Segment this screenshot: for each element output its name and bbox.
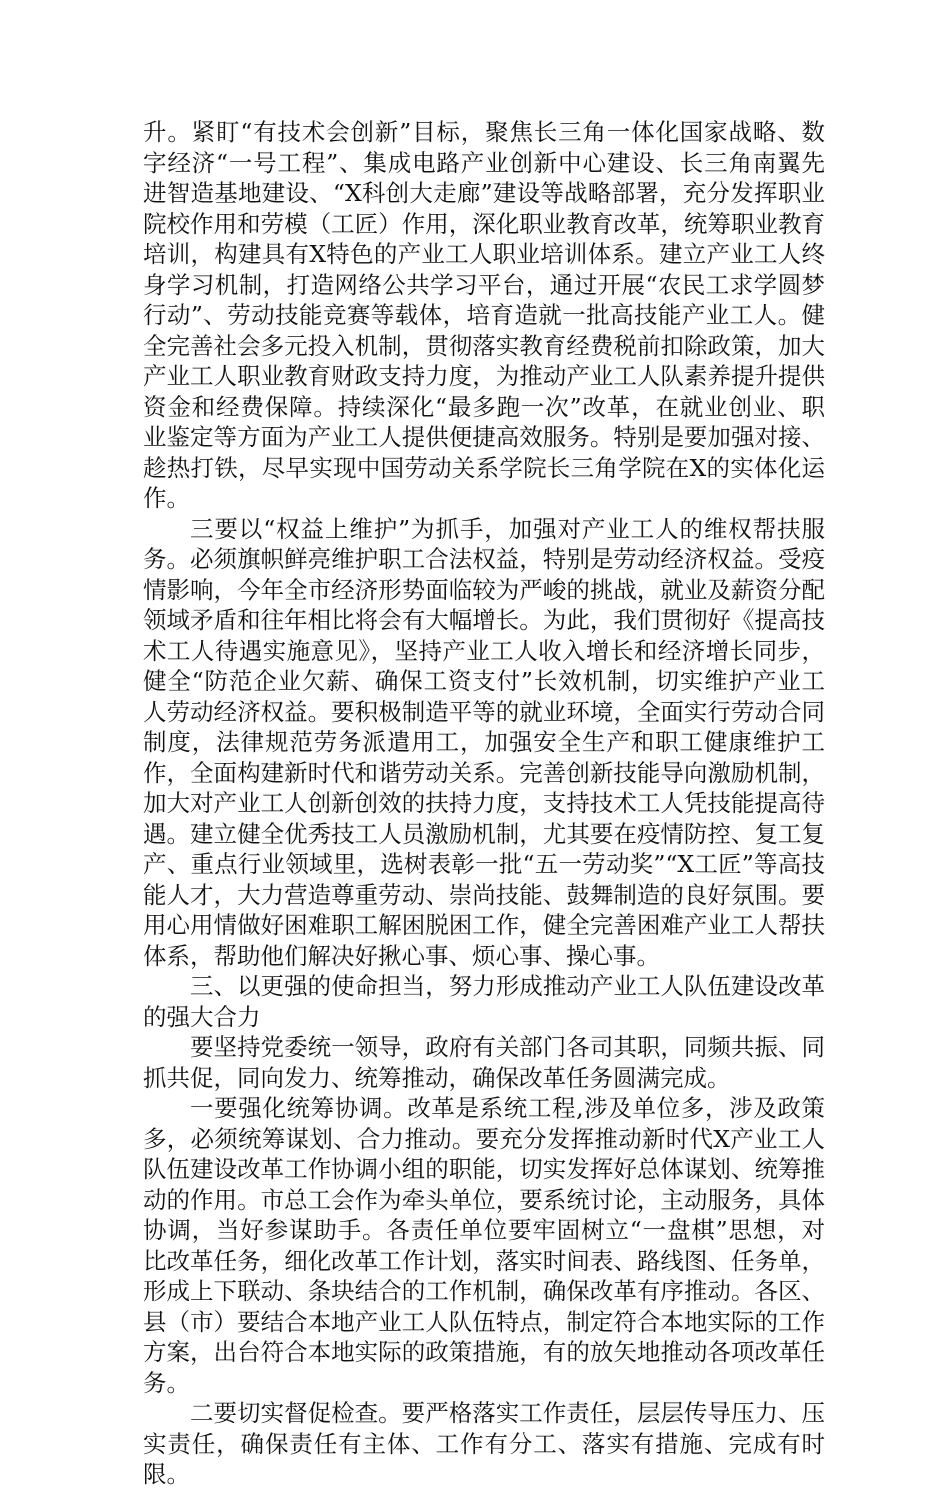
paragraph-training-system: 升。紧盯“有技术会创新”目标，聚焦长三角一体化国家战略、数字经济“一号工程”、集成电路产业创新中心建设、长三角南翼先进智造基地建设、“X科创大走廊”建设等战略部署，充分发挥职业院校作用和劳模（工匠）作用，深化职业教育改革，统筹职业教育培训，构建具有X特色的产业工人职业培训体系。建立产业工人终身学习机制，打造网络公共学习平台，通过开展“农民工求学圆梦行动”、劳动技能竞赛等载体，培育造就一批高技能产业工人。健全完善社会多元投入机制，贯彻落实教育经费税前扣除政策，加大产业工人职业教育财政支持力度，为推动产业工人队素养提升提供资金和经费保障。持续深化“最多跑一次”改革，在就业创业、职业鉴定等方面为产业工人提供便捷高效服务。特别是要加强对接、趁热打铁，尽早实现中国劳动关系学院长三角学院在X的实体化运作。 <box>143 118 825 512</box>
paragraph-coordination: 一要强化统筹协调。改革是系统工程,涉及单位多，涉及政策多，必须统筹谋划、合力推动。要充分发挥推动新时代X产业工人队伍建设改革工作协调小组的职能，切实发挥好总体谋划、统筹推动的作用。市总工会作为牵头单位，要系统讨论，主动服务，具体协调，当好参谋助手。各责任单位要牢固树立“一盘棋”思想，对比改革任务，细化改革工作计划，落实时间表、路线图、任务单，形成上下联动、条块结合的工作机制，确保改革有序推动。各区、县（市）要结合本地产业工人队伍特点，制定符合本地实际的工作方案，出台符合本地实际的政策措施，有的放矢地推动各项改革任务。 <box>143 1094 825 1397</box>
paragraph-supervision: 二要切实督促检查。要严格落实工作责任，层层传导压力、压实责任，确保责任有主体、工作有分工、落实有措施、完成有时限。 <box>143 1399 825 1488</box>
paragraph-rights-protection: 三要以“权益上维护”为抓手，加强对产业工人的维权帮扶服务。必须旗帜鲜亮维护职工合法权益，特别是劳动经济权益。受疫情影响，今年全市经济形势面临较为严峻的挑战，就业及薪资分配领域矛盾和往年相比将会有大幅增长。为此，我们贯彻好《提高技术工人待遇实施意见》，坚持产业工人收入增长和经济增长同步，健全“防范企业欠薪、确保工资支付”长效机制，切实维护产业工人劳动经济权益。要积极制造平等的就业环境，全面实行劳动合同制度，法律规范劳务派遣用工，加强安全生产和职工健康维护工作，全面构建新时代和谐劳动关系。完善创新技能导向激励机制，加大对产业工人创新创效的扶持力度，支持技术工人凭技能提高待遇。建立健全优秀技工人员激励机制，尤其要在疫情防控、复工复产、重点行业领域里，选树表彰一批“五一劳动奖”“X工匠”等高技能人才，大力营造尊重劳动、崇尚技能、鼓舞制造的良好氛围。要用心用情做好困难职工解困脱困工作，健全完善困难产业工人帮扶体系，帮助他们解决好揪心事、烦心事、操心事。 <box>143 514 825 970</box>
section-heading-3: 三、以更强的使命担当，努力形成推动产业工人队伍建设改革的强大合力 <box>143 972 825 1031</box>
paragraph-party-leadership: 要坚持党委统一领导，政府有关部门各司其职，同频共振、同抓共促，同向发力、统筹推动，确保改革任务圆满完成。 <box>143 1033 825 1092</box>
document-page <box>143 117 825 1490</box>
